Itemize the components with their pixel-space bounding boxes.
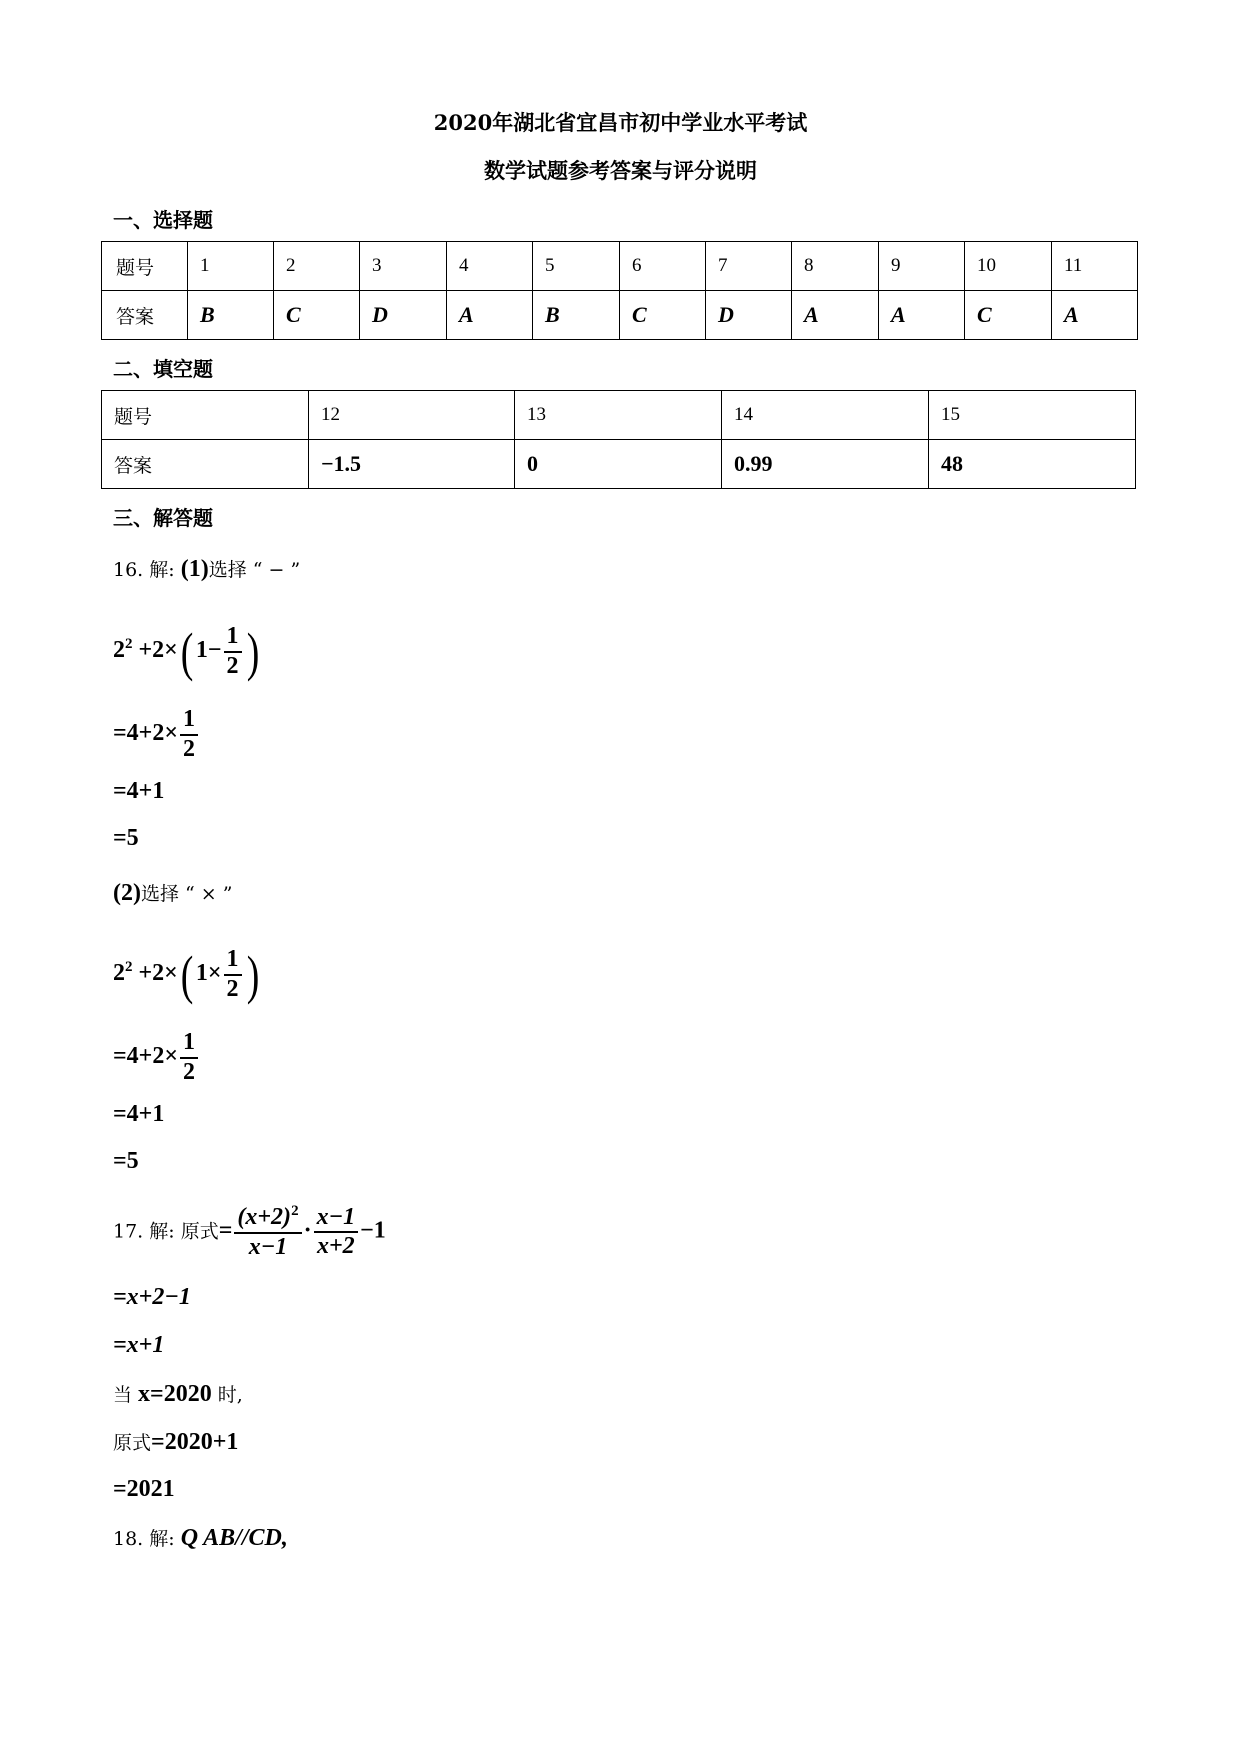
row-label-answer: 答案 (102, 440, 309, 489)
denominator: 2 (183, 1058, 196, 1085)
expression: =2020+1 (151, 1429, 239, 1455)
denominator: 2 (183, 735, 196, 762)
q16-part2-text: 选择 “ × ” (140, 883, 233, 905)
question-number: 7 (706, 242, 792, 291)
section-heading-fill: 二、填空题 (113, 357, 213, 381)
exponent: 2 (125, 636, 133, 653)
q16-step-4 (113, 1029, 200, 1086)
fraction (234, 1203, 301, 1261)
fraction (224, 946, 242, 1003)
left-paren: ( (180, 621, 194, 682)
denominator: 2 (226, 975, 239, 1002)
base: 2 (113, 637, 125, 664)
q16-part2-number: (2) (113, 880, 141, 906)
question-number: 8 (792, 242, 879, 291)
condition: x=2020 (138, 1381, 212, 1407)
expr-term: 1× (195, 960, 222, 987)
table-row-questions (102, 391, 1136, 440)
text: 原式 (113, 1432, 152, 1454)
q17-label: 17. 解: 原式 (113, 1220, 219, 1243)
answer-cell: 48 (929, 440, 1136, 489)
question-number: 14 (722, 391, 929, 440)
numerator-base: (x+2) (237, 1204, 292, 1230)
answer-cell: 0 (515, 440, 722, 489)
question-number: 6 (620, 242, 706, 291)
q17-when-line (113, 1380, 243, 1408)
exponent: 2 (291, 1203, 299, 1219)
q18-intro-line (113, 1524, 288, 1552)
equals-sign: = (218, 1217, 233, 1244)
q16-step-2: =4+1 (113, 778, 165, 804)
q16-part2-line (113, 879, 232, 907)
question-number: 3 (360, 242, 447, 291)
q17-substitute-line (113, 1428, 238, 1456)
q16-expression-1 (113, 623, 262, 680)
right-paren: ) (246, 944, 259, 1005)
expr-term: +2× (132, 637, 178, 664)
answer-cell: C (965, 291, 1052, 340)
q17-intro-line (113, 1203, 386, 1261)
row-label-question: 题号 (102, 242, 188, 291)
answer-cell: A (1052, 291, 1138, 340)
question-number: 10 (965, 242, 1052, 291)
answer-cell: 0.99 (722, 440, 929, 489)
numerator: x−1 (314, 1204, 359, 1234)
question-number: 12 (309, 391, 515, 440)
denominator: x+2 (317, 1233, 355, 1260)
expr-term: −1 (360, 1217, 386, 1244)
answer-cell: D (706, 291, 792, 340)
answer-cell: A (879, 291, 965, 340)
answer-cell: A (792, 291, 879, 340)
q16-part1-number: (1) (180, 556, 209, 582)
row-label-question: 题号 (102, 391, 309, 440)
expr-term: =4+2× (113, 1043, 179, 1070)
q17-step-1: =x+2−1 (113, 1284, 191, 1310)
q16-step-1 (113, 706, 200, 763)
question-number: 15 (929, 391, 1136, 440)
q17-result: =2021 (113, 1476, 175, 1502)
numerator: 1 (224, 946, 242, 976)
q16-label: 16. 解: (113, 559, 181, 581)
question-number: 1 (188, 242, 274, 291)
expr-term: 1− (195, 637, 222, 664)
page-subtitle: 数学试题参考答案与评分说明 (484, 158, 757, 183)
table-row-answers (102, 291, 1138, 340)
text: 时, (211, 1384, 243, 1406)
answer-cell: B (188, 291, 274, 340)
fill-answer-table (101, 390, 1136, 489)
q16-step-3: =5 (113, 825, 139, 851)
table-row-answers (102, 440, 1136, 489)
q16-part1-text: 选择 “ − ” (208, 559, 301, 581)
fraction (180, 1029, 198, 1086)
section-heading-choice: 一、选择题 (113, 208, 213, 232)
answer-cell: B (533, 291, 620, 340)
question-number: 5 (533, 242, 620, 291)
answer-cell: A (447, 291, 533, 340)
fraction (314, 1204, 359, 1261)
numerator: 1 (180, 1029, 198, 1059)
q18-statement: Q AB//CD, (180, 1525, 288, 1551)
section-heading-solve: 三、解答题 (113, 506, 213, 530)
question-number: 4 (447, 242, 533, 291)
answer-cell: D (360, 291, 447, 340)
denominator: x−1 (248, 1233, 288, 1260)
answer-cell: −1.5 (309, 440, 515, 489)
expr-term: +2× (132, 960, 178, 987)
table-row-questions (102, 242, 1138, 291)
question-number: 11 (1052, 242, 1138, 291)
numerator: 1 (224, 623, 242, 653)
q16-intro-line (113, 555, 300, 583)
left-paren: ( (180, 944, 194, 1005)
answer-cell: C (620, 291, 706, 340)
fraction (180, 706, 198, 763)
q16-expression-2 (113, 946, 262, 1003)
question-number: 9 (879, 242, 965, 291)
q16-step-6: =5 (113, 1148, 139, 1174)
q18-label: 18. 解: (113, 1528, 181, 1550)
q16-step-5: =4+1 (113, 1101, 165, 1127)
numerator (234, 1203, 301, 1234)
choice-answer-table (101, 241, 1138, 340)
answer-cell: C (274, 291, 360, 340)
page-title: 2020年湖北省宜昌市初中学业水平考试 (433, 110, 808, 135)
row-label-answer: 答案 (102, 291, 188, 340)
base: 2 (113, 960, 125, 987)
fraction (224, 623, 242, 680)
question-number: 2 (274, 242, 360, 291)
denominator: 2 (226, 652, 239, 679)
text: 当 (113, 1384, 139, 1406)
right-paren: ) (246, 621, 259, 682)
exponent: 2 (125, 959, 133, 976)
numerator: 1 (180, 706, 198, 736)
expr-term: =4+2× (113, 720, 179, 747)
dot-operator: · (303, 1217, 312, 1244)
q17-step-2: =x+1 (113, 1332, 165, 1358)
question-number: 13 (515, 391, 722, 440)
